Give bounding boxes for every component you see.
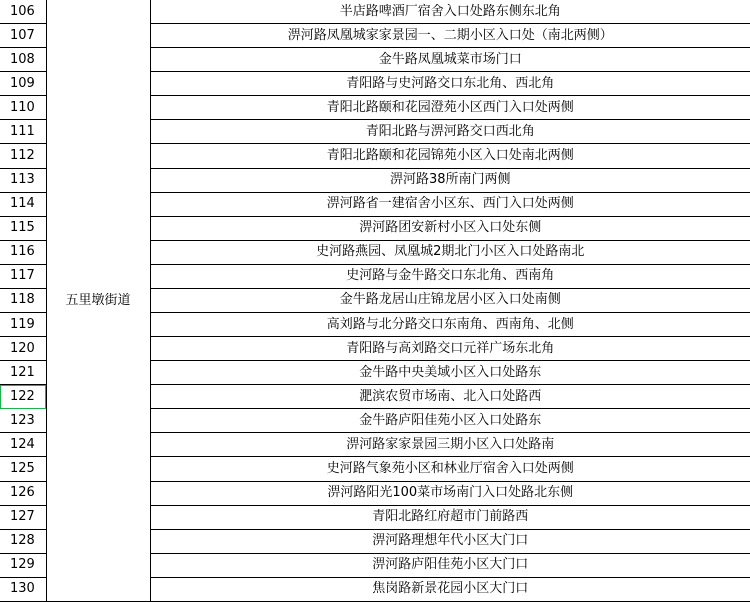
location-cell[interactable]: 青阳路与高刘路交口元祥广场东北角 <box>150 337 750 361</box>
location-cell[interactable]: 高刘路与北分路交口东南角、西南角、北侧 <box>150 313 750 337</box>
location-cell[interactable]: 淠河路庐阳佳苑小区大门口 <box>150 553 750 577</box>
row-number-cell[interactable]: 119 <box>0 313 46 337</box>
location-cell[interactable]: 金牛路庐阳佳苑小区入口处路东 <box>150 409 750 433</box>
row-number-cell[interactable]: 120 <box>0 337 46 361</box>
row-number-cell[interactable]: 111 <box>0 120 46 144</box>
location-cell[interactable]: 史河路燕园、凤凰城2期北门小区入口处路南北 <box>150 240 750 264</box>
row-number-cell[interactable]: 122 <box>0 385 46 409</box>
location-cell[interactable]: 金牛路中央美域小区入口处路东 <box>150 361 750 385</box>
row-number-cell[interactable]: 110 <box>0 96 46 120</box>
location-cell[interactable]: 淠河路家家景园三期小区入口处路南 <box>150 433 750 457</box>
location-cell[interactable]: 青阳路与史河路交口东北角、西北角 <box>150 72 750 96</box>
row-number-cell[interactable]: 117 <box>0 264 46 288</box>
row-number-cell[interactable]: 128 <box>0 529 46 553</box>
location-cell[interactable]: 淠河路省一建宿舍小区东、西门入口处两侧 <box>150 192 750 216</box>
row-number-cell[interactable]: 109 <box>0 72 46 96</box>
location-cell[interactable]: 史河路气象苑小区和林业厅宿舍入口处两侧 <box>150 457 750 481</box>
row-number-cell[interactable]: 126 <box>0 481 46 505</box>
location-cell[interactable]: 青阳北路颐和花园澄苑小区西门入口处两侧 <box>150 96 750 120</box>
location-cell[interactable]: 金牛路龙居山庄锦龙居小区入口处南侧 <box>150 288 750 312</box>
row-number-cell[interactable]: 107 <box>0 24 46 48</box>
location-cell[interactable]: 淠河路38所南门两侧 <box>150 168 750 192</box>
location-cell[interactable]: 半店路啤酒厂宿舍入口处路东侧东北角 <box>150 0 750 24</box>
location-cell[interactable]: 淠河路凤凰城家家景园一、二期小区入口处（南北两侧） <box>150 24 750 48</box>
location-cell[interactable]: 淝滨农贸市场南、北入口处路西 <box>150 385 750 409</box>
row-number-cell[interactable]: 121 <box>0 361 46 385</box>
row-number-cell[interactable]: 112 <box>0 144 46 168</box>
location-cell[interactable]: 淠河路理想年代小区大门口 <box>150 529 750 553</box>
row-number-cell[interactable]: 113 <box>0 168 46 192</box>
street-name-cell[interactable]: 五里墩街道 <box>46 0 150 602</box>
location-cell[interactable]: 青阳北路红府超市门前路西 <box>150 505 750 529</box>
table-row <box>0 0 750 24</box>
row-number-cell[interactable]: 129 <box>0 553 46 577</box>
location-cell[interactable]: 淠河路阳光100菜市场南门入口处路北东侧 <box>150 481 750 505</box>
row-number-cell[interactable]: 115 <box>0 216 46 240</box>
row-number-cell[interactable]: 108 <box>0 48 46 72</box>
row-number-cell[interactable]: 114 <box>0 192 46 216</box>
row-number-cell[interactable]: 106 <box>0 0 46 24</box>
row-number-cell[interactable]: 118 <box>0 288 46 312</box>
row-number-cell[interactable]: 123 <box>0 409 46 433</box>
row-number-cell[interactable]: 130 <box>0 577 46 601</box>
location-cell[interactable]: 史河路与金牛路交口东北角、西南角 <box>150 264 750 288</box>
location-cell[interactable]: 青阳北路与淠河路交口西北角 <box>150 120 750 144</box>
row-number-cell[interactable]: 116 <box>0 240 46 264</box>
row-number-cell[interactable]: 127 <box>0 505 46 529</box>
row-number-cell[interactable]: 125 <box>0 457 46 481</box>
location-cell[interactable]: 青阳北路颐和花园锦苑小区入口处南北两侧 <box>150 144 750 168</box>
location-cell[interactable]: 淠河路团安新村小区入口处东侧 <box>150 216 750 240</box>
location-cell[interactable]: 焦岗路新景花园小区大门口 <box>150 577 750 601</box>
row-number-cell[interactable]: 124 <box>0 433 46 457</box>
location-cell[interactable]: 金牛路凤凰城菜市场门口 <box>150 48 750 72</box>
